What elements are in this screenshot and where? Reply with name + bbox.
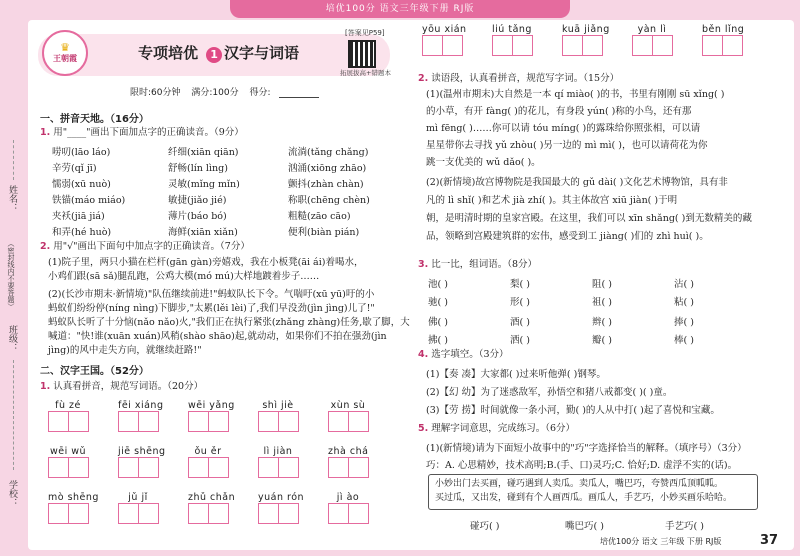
page-number: 37 bbox=[760, 533, 779, 548]
title-label: 专项培优 bbox=[138, 44, 199, 62]
q2-line: 喊道："快!谁(xuān xuán)风稍(shào shāo)起,就动动，如果你们不拍在强劲(jìn bbox=[48, 331, 387, 342]
pinyin-label: jiē shēng bbox=[118, 446, 166, 457]
writing-cell[interactable] bbox=[208, 411, 229, 432]
word-option[interactable]: 便利(biàn pián) bbox=[288, 227, 360, 238]
writing-item bbox=[492, 24, 532, 56]
answer-ref: [答案见P59] bbox=[345, 29, 385, 37]
story-line: 买过瓜，又出发，碰到有个人画西瓜。画瓜人，手艺巧，小妙买画乐哈哈。 bbox=[435, 493, 733, 503]
word-option[interactable]: 和弄(hé huò) bbox=[52, 227, 112, 238]
q-text: 比一比，组词语。（8分） bbox=[431, 259, 538, 270]
score-blank[interactable] bbox=[279, 97, 319, 98]
compare-item[interactable]: 佛( ) bbox=[428, 317, 448, 328]
writing-item bbox=[328, 400, 368, 432]
title-number: 1 bbox=[206, 47, 222, 63]
writing-cell[interactable] bbox=[138, 411, 159, 432]
answer-blank-1[interactable]: 碰巧( ) bbox=[470, 521, 500, 532]
pinyin-label: zhà chá bbox=[328, 446, 369, 457]
q-number: 2. bbox=[418, 73, 429, 84]
writing-item bbox=[188, 400, 235, 432]
tian-grid bbox=[118, 411, 163, 432]
compare-item[interactable]: 棒( ) bbox=[674, 335, 694, 346]
tian-grid bbox=[632, 35, 672, 56]
word-option[interactable]: 辛劳(qǐ jī) bbox=[52, 163, 97, 174]
compare-item[interactable]: 粘( ) bbox=[674, 297, 694, 308]
q-number: 1. bbox=[40, 127, 51, 138]
writing-item bbox=[48, 446, 88, 478]
writing-item bbox=[328, 492, 368, 524]
word-option[interactable]: 舒畅(lín lìng) bbox=[168, 163, 228, 174]
sidebar bbox=[0, 0, 28, 556]
word-option[interactable]: 颤抖(zhàn chàn) bbox=[288, 179, 364, 190]
writing-cell[interactable] bbox=[278, 503, 299, 524]
p1-line: 的小草，有开 fàng( )的花儿，有身段 yún( )称的小鸟，还有那 bbox=[426, 106, 692, 117]
compare-item[interactable]: 形( ) bbox=[510, 297, 530, 308]
pinyin-label: yàn lì bbox=[637, 24, 667, 35]
page-title bbox=[138, 42, 299, 63]
question-3 bbox=[40, 380, 203, 394]
pinyin-label: kuā jiǎng bbox=[562, 24, 610, 35]
fill-item: (1)【奏 凑】大家都( )过来听他弹( )钢琴。 bbox=[426, 369, 606, 380]
name-label: 姓名： bbox=[7, 185, 17, 212]
writing-cell[interactable] bbox=[348, 503, 369, 524]
writing-cell[interactable] bbox=[188, 411, 209, 432]
logo-text: 王朝霞 bbox=[53, 53, 77, 63]
compare-item[interactable]: 洒( ) bbox=[510, 335, 530, 346]
writing-cell[interactable] bbox=[258, 411, 279, 432]
word-option[interactable]: 流淌(tǎng chǎng) bbox=[288, 147, 369, 158]
p1-line: 跳一支优美的 wǔ dǎo( )。 bbox=[426, 157, 541, 168]
q-text: 选字填空。（3分） bbox=[431, 349, 509, 360]
writing-cell[interactable] bbox=[562, 35, 583, 56]
compare-item[interactable]: 瓣( ) bbox=[592, 335, 612, 346]
tian-grid bbox=[422, 35, 467, 56]
class-label: 班级： bbox=[7, 325, 17, 352]
tian-grid bbox=[492, 35, 532, 56]
writing-cell[interactable] bbox=[208, 457, 229, 478]
answer-blank-3[interactable]: 手艺巧( ) bbox=[665, 521, 704, 532]
q-number: 3. bbox=[418, 259, 429, 270]
pinyin-label: jì ào bbox=[336, 492, 360, 503]
tian-grid bbox=[118, 457, 166, 478]
q-text: 用"√"画出下面句中加点字的正确读音。（7分） bbox=[53, 241, 250, 252]
fill-item: (2)【幻 幼】为了迷惑敌军，孙悟空和猪八戒都变( )( )童。 bbox=[426, 387, 673, 398]
writing-cell[interactable] bbox=[68, 503, 89, 524]
writing-cell[interactable] bbox=[442, 35, 463, 56]
q5-options: 巧：A. 心思精妙，技术高明;B.(手、口)灵巧;C. 恰好;D. 虚浮不实的(话)。 bbox=[426, 460, 738, 471]
q-number: 5. bbox=[418, 423, 429, 434]
word-option[interactable]: 夹袄(jiā jiá) bbox=[52, 211, 105, 222]
pinyin-label: yuán rón bbox=[258, 492, 305, 503]
full-score: 满分:100分 bbox=[191, 88, 239, 98]
right-question-5 bbox=[418, 422, 575, 436]
tian-grid bbox=[258, 503, 304, 524]
pinyin-label: běn lǐng bbox=[702, 24, 745, 35]
tian-grid bbox=[328, 411, 368, 432]
compare-item[interactable]: 拂( ) bbox=[428, 335, 448, 346]
compare-item[interactable]: 祖( ) bbox=[592, 297, 612, 308]
title-topic: 汉字与词语 bbox=[224, 44, 300, 62]
q-text: 认真看拼音，规范写词语。（20分） bbox=[53, 381, 204, 392]
story-box bbox=[428, 474, 758, 510]
writing-cell[interactable] bbox=[138, 457, 159, 478]
tian-grid bbox=[48, 503, 99, 524]
q-number: 2. bbox=[40, 241, 51, 252]
pinyin-label: zhǔ chǎn bbox=[188, 492, 236, 503]
top-band: 培优100分 语文三年级下册 RJ版 bbox=[230, 0, 570, 18]
tian-grid bbox=[188, 411, 235, 432]
q2-line: (1)院子里，两只小猫在栏杆(gān gàn)旁嬉戏，我在小板凳(āi ái)着喝水， bbox=[48, 257, 364, 268]
right-question-2 bbox=[418, 72, 619, 86]
writing-item bbox=[48, 400, 88, 432]
writing-cell[interactable] bbox=[118, 503, 139, 524]
p1-line: (1)(温州市期末)大自然是一本 qí miào( )的书，书里有刚刚 sū xǐng( ) bbox=[426, 89, 725, 100]
word-option[interactable]: 称职(chēng chèn) bbox=[288, 195, 370, 206]
writing-item bbox=[48, 492, 99, 524]
q-text: 理解字词意思，完成练习。（6分） bbox=[431, 423, 576, 434]
word-option[interactable]: 灵敏(mǐng mǐn) bbox=[168, 179, 240, 190]
seal-line bbox=[13, 140, 14, 180]
writing-cell[interactable] bbox=[188, 503, 209, 524]
pinyin-label: shì jiè bbox=[262, 400, 294, 411]
compare-item[interactable]: 沾( ) bbox=[674, 279, 694, 290]
writing-item bbox=[118, 492, 158, 524]
p2-line: 朝，是明清时期的皇家宫殿。在这里，我们可以 xīn shǎng( )到无数精美的藏 bbox=[426, 213, 752, 224]
pinyin-label: mò shēng bbox=[48, 492, 99, 503]
writing-cell[interactable] bbox=[702, 35, 723, 56]
writing-item bbox=[188, 492, 235, 524]
word-option[interactable]: 粗糙(zāo cāo) bbox=[288, 211, 351, 222]
compare-item[interactable]: 池( ) bbox=[428, 279, 448, 290]
pinyin-label: ǒu ěr bbox=[194, 446, 222, 457]
footer: 培优100分 语文 三年级 下册 RJ版 bbox=[600, 537, 722, 546]
writing-item bbox=[188, 446, 228, 478]
compare-item[interactable]: 阻( ) bbox=[592, 279, 612, 290]
writing-cell[interactable] bbox=[328, 503, 349, 524]
writing-item bbox=[258, 446, 298, 478]
word-option[interactable]: 汹涌(xiōng zhāo) bbox=[288, 163, 367, 174]
writing-cell[interactable] bbox=[652, 35, 673, 56]
pinyin-label: jǔ jǐ bbox=[128, 492, 148, 503]
q2-line: jìng)的风中走失方向，就继续赶路!" bbox=[48, 345, 202, 356]
writing-cell[interactable] bbox=[328, 411, 349, 432]
writing-cell[interactable] bbox=[68, 411, 89, 432]
story-line: 小妙出门去买画，碰巧遇到人卖瓜。卖瓜人，嘴巴巧，夸赞西瓜顶呱呱。 bbox=[435, 479, 724, 489]
p2-line: (2)(新情境)故宫博物院是我国最大的 gǔ dài( )文化艺术博物馆，具有非 bbox=[426, 177, 728, 188]
writing-cell[interactable] bbox=[118, 457, 139, 478]
tian-grid bbox=[48, 411, 88, 432]
answer-blank-2[interactable]: 嘴巴巧( ) bbox=[565, 521, 604, 532]
compare-item[interactable]: 梨( ) bbox=[510, 279, 530, 290]
writing-cell[interactable] bbox=[722, 35, 743, 56]
q5-sub: (1)(新情境)请为下面短小故事中的"巧"字选择恰当的解释。（填序号）（3分） bbox=[426, 443, 747, 454]
q2-line: 蚂蚁队长听了十分恼(nǎo nǎo)火,"我们正在执行紧张(zhǎng zhàng)任务,歇了脚，大 bbox=[48, 317, 410, 328]
writing-cell[interactable] bbox=[278, 457, 299, 478]
q-text: 读语段，认真看拼音，规范写字词。（15分） bbox=[431, 73, 620, 84]
word-option[interactable]: 唠叨(lāo láo) bbox=[52, 147, 111, 158]
compare-item[interactable]: 酒( ) bbox=[510, 317, 530, 328]
q-number: 4. bbox=[418, 349, 429, 360]
writing-item bbox=[702, 24, 744, 56]
p2-line: 凡的 lì shǐ( )和艺术 jià zhí( )。其主体故宫 xiū jiàn( )于明 bbox=[426, 195, 678, 206]
writing-item bbox=[258, 492, 304, 524]
section-2-title: 二、汉字王国。（52分） bbox=[40, 366, 149, 377]
word-option[interactable]: 薄片(báo bó) bbox=[168, 211, 227, 222]
word-option[interactable]: 纤细(xiān qiān) bbox=[168, 147, 239, 158]
writing-cell[interactable] bbox=[48, 411, 69, 432]
writing-cell[interactable] bbox=[258, 503, 279, 524]
writing-item bbox=[328, 446, 368, 478]
pinyin-label: liú tǎng bbox=[492, 24, 532, 35]
q2-line: 小鸡们跟(sā sǎ)腿乱跑，公鸡大模(mó mú)大样地踱着步子…… bbox=[48, 271, 320, 282]
q2-line: (2)(长沙市期末·新情境)"队伍继续前进!"蚂蚁队长下令。气喘吁(xū yū)吁的小 bbox=[48, 289, 375, 300]
p1-line: mì fēng( )……你可以请 tóu míng( )的露珠给你照张相，可以请 bbox=[426, 123, 701, 134]
writing-cell[interactable] bbox=[48, 503, 69, 524]
writing-cell[interactable] bbox=[278, 411, 299, 432]
pinyin-label: fù zé bbox=[55, 400, 81, 411]
tian-grid bbox=[48, 457, 88, 478]
writing-cell[interactable] bbox=[582, 35, 603, 56]
tian-grid bbox=[328, 503, 368, 524]
writing-item bbox=[632, 24, 672, 56]
writing-cell[interactable] bbox=[48, 457, 69, 478]
question-1 bbox=[40, 126, 244, 140]
p2-line: 品，领略到宫殿建筑群的宏伟，感受到工 jiàng( )们的 zhì huì( )。 bbox=[426, 231, 709, 242]
tian-grid bbox=[328, 457, 368, 478]
q2-line: 蚂蚁们纷纷停(níng nìng)下脚步,"太累(lěi lèi)了,我们早没劲(jìn jìng)儿了!" bbox=[48, 303, 375, 314]
word-option[interactable]: 敏捷(jiǎo jié) bbox=[168, 195, 227, 206]
school-label: 学校： bbox=[7, 480, 17, 507]
writing-cell[interactable] bbox=[632, 35, 653, 56]
writing-item bbox=[118, 400, 163, 432]
tian-grid bbox=[702, 35, 744, 56]
word-option[interactable]: 懦弱(xū nuò) bbox=[52, 179, 111, 190]
pinyin-label: wēi wǔ bbox=[49, 446, 87, 457]
meta-row bbox=[130, 85, 327, 98]
right-question-4 bbox=[418, 348, 509, 362]
seal-label: （密封线内不要答题） bbox=[7, 240, 15, 310]
pinyin-label: xùn sù bbox=[330, 400, 366, 411]
compare-item[interactable]: 辫( ) bbox=[592, 317, 612, 328]
score-label: 得分: bbox=[249, 88, 271, 98]
qr-sub: 拓展拔高+错题本 bbox=[340, 69, 391, 77]
tian-grid bbox=[118, 503, 158, 524]
writing-cell[interactable] bbox=[328, 457, 349, 478]
compare-item[interactable]: 驰( ) bbox=[428, 297, 448, 308]
qr-code-icon[interactable] bbox=[348, 40, 376, 68]
q-text: 用"____"画出下面加点字的正确读音。（9分） bbox=[53, 127, 244, 138]
writing-cell[interactable] bbox=[208, 503, 229, 524]
writing-cell[interactable] bbox=[68, 457, 89, 478]
q-number: 1. bbox=[40, 381, 51, 392]
writing-cell[interactable] bbox=[138, 503, 159, 524]
writing-cell[interactable] bbox=[258, 457, 279, 478]
writing-item bbox=[118, 446, 166, 478]
writing-cell[interactable] bbox=[348, 411, 369, 432]
pinyin-label: lì jiàn bbox=[263, 446, 293, 457]
tian-grid bbox=[188, 457, 228, 478]
writing-item bbox=[422, 24, 467, 56]
right-question-3 bbox=[418, 258, 537, 272]
section-1-title: 一、拼音天地。（16分） bbox=[40, 114, 149, 125]
writing-cell[interactable] bbox=[188, 457, 209, 478]
pinyin-label: fēi xiáng bbox=[118, 400, 164, 411]
writing-cell[interactable] bbox=[492, 35, 513, 56]
pinyin-label: wēi yǎng bbox=[188, 400, 235, 411]
fill-item: (3)【劳 捞】时间就像一条小河，勤( )的人从中打( )起了喜悦和宝藏。 bbox=[426, 405, 720, 416]
crown-icon: ♛ bbox=[60, 40, 70, 54]
word-option[interactable]: 海鲜(xiān xiǎn) bbox=[168, 227, 238, 238]
word-option[interactable]: 铁锚(máo miáo) bbox=[52, 195, 126, 206]
tian-grid bbox=[258, 411, 298, 432]
writing-cell[interactable] bbox=[348, 457, 369, 478]
tian-grid bbox=[258, 457, 298, 478]
writing-item bbox=[258, 400, 298, 432]
question-2 bbox=[40, 240, 250, 254]
writing-cell[interactable] bbox=[422, 35, 443, 56]
writing-item bbox=[562, 24, 610, 56]
tian-grid bbox=[562, 35, 610, 56]
p1-line: 星星带你去寻找 yǔ zhòu( )另一边的 mì mì( )，也可以请荷花为你 bbox=[426, 140, 708, 151]
writing-cell[interactable] bbox=[512, 35, 533, 56]
tian-grid bbox=[188, 503, 235, 524]
brand-logo bbox=[42, 30, 88, 76]
time-limit: 限时:60分钟 bbox=[130, 88, 181, 98]
pinyin-label: yōu xián bbox=[422, 24, 467, 35]
seal-line bbox=[13, 360, 14, 470]
compare-item[interactable]: 捧( ) bbox=[674, 317, 694, 328]
writing-cell[interactable] bbox=[118, 411, 139, 432]
